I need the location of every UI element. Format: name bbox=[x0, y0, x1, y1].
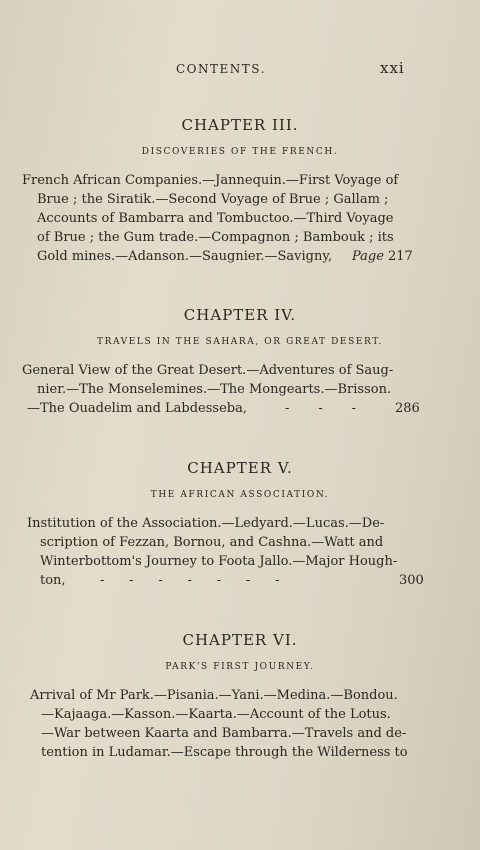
summary-line: —War between Kaarta and Bambarra.—Travels and de- bbox=[41, 726, 407, 741]
summary-line: French African Companies.—Jannequin.—First Voyage of bbox=[22, 173, 399, 188]
chapter-5 bbox=[0, 459, 480, 590]
summary-line: scription of Fezzan, Bornou, and Cashna.—Watt and bbox=[40, 535, 384, 550]
running-header bbox=[0, 59, 480, 82]
chapter-title: CHAPTER IV. bbox=[183, 306, 297, 324]
page-reference bbox=[352, 247, 413, 266]
dot-leaders: - - - - - - - bbox=[100, 573, 280, 588]
chapter-subtitle: DISCOVERIES OF THE FRENCH. bbox=[141, 147, 339, 157]
summary-line: tention in Ludamar.—Escape through the Wilderness to bbox=[41, 745, 408, 760]
page-label: Page bbox=[352, 249, 384, 264]
page-number: 300 bbox=[399, 573, 424, 588]
dot-leaders: - - - bbox=[285, 401, 357, 416]
chapter-title: CHAPTER VI. bbox=[182, 631, 298, 649]
header-title: CONTENTS. bbox=[176, 62, 266, 76]
page-number: 286 bbox=[395, 401, 420, 416]
chapter-title: CHAPTER III. bbox=[181, 116, 299, 134]
chapter-3 bbox=[0, 116, 480, 266]
chapter-4 bbox=[0, 306, 480, 418]
chapter-subtitle: THE AFRICAN ASSOCIATION. bbox=[150, 490, 330, 500]
chapter-6 bbox=[0, 631, 480, 762]
summary-line: nier.—The Monselemines.—The Mongearts.—Brisson. bbox=[37, 382, 392, 397]
header-page-number: xxi bbox=[380, 59, 405, 77]
summary-line: —The Ouadelim and Labdesseba, bbox=[27, 401, 247, 416]
summary-line: Accounts of Bambarra and Tombuctoo.—Third Voyage bbox=[37, 211, 394, 226]
summary-line: Gold mines.—Adanson.—Saugnier.—Savigny, bbox=[37, 249, 333, 264]
summary-line: of Brue ; the Gum trade.—Compagnon ; Bambouk ; its bbox=[37, 230, 394, 245]
summary-line: Arrival of Mr Park.—Pisania.—Yani.—Medina.—Bondou. bbox=[30, 688, 398, 703]
summary-line: Institution of the Association.—Ledyard.—Lucas.—De- bbox=[27, 516, 385, 531]
chapter-summary bbox=[0, 514, 480, 590]
summary-line: General View of the Great Desert.—Adventures of Saug- bbox=[22, 363, 394, 378]
summary-line: ton, bbox=[40, 573, 66, 588]
chapter-title: CHAPTER V. bbox=[187, 459, 293, 477]
chapter-subtitle: PARK'S FIRST JOURNEY. bbox=[165, 662, 315, 672]
chapter-summary bbox=[0, 686, 480, 762]
chapter-subtitle: TRAVELS IN THE SAHARA, OR GREAT DESERT. bbox=[97, 337, 383, 347]
summary-line: Brue ; the Siratik.—Second Voyage of Brue ; Gallam ; bbox=[37, 192, 389, 207]
summary-line: —Kajaaga.—Kasson.—Kaarta.—Account of the Lotus. bbox=[41, 707, 391, 722]
chapter-summary bbox=[0, 171, 480, 266]
chapter-summary bbox=[0, 361, 480, 418]
page-number: 217 bbox=[387, 249, 413, 264]
summary-line: Winterbottom's Journey to Foota Jallo.—Major Hough- bbox=[40, 554, 398, 569]
